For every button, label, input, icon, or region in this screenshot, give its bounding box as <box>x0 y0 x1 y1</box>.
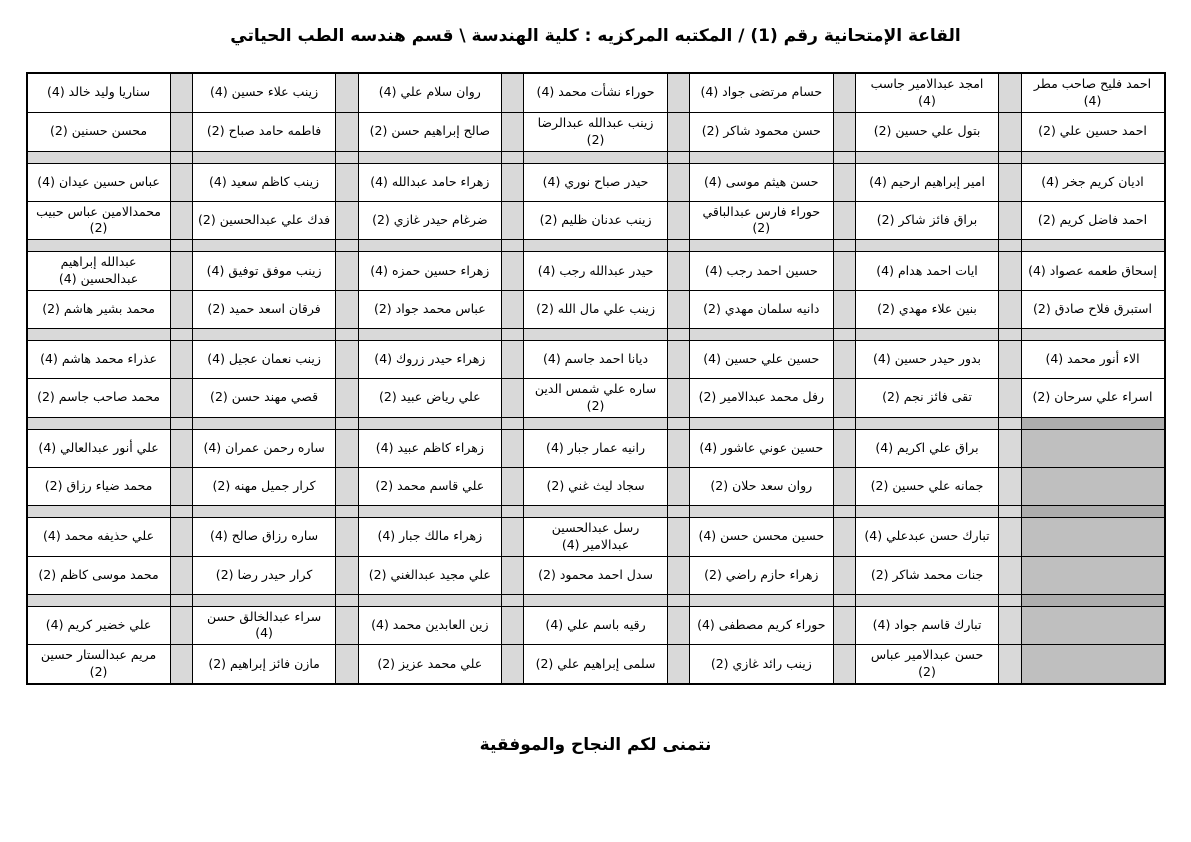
column-spacer <box>667 291 689 329</box>
seat-row <box>27 429 1165 467</box>
seat-row <box>27 467 1165 505</box>
row-spacer-cell <box>999 505 1021 517</box>
seat-row <box>27 252 1165 291</box>
seat-cell: تقى فائز نجم (2) <box>855 379 999 418</box>
column-spacer <box>502 429 524 467</box>
column-spacer <box>336 112 358 151</box>
row-spacer-cell <box>192 594 336 606</box>
seat-cell: حسين عوني عاشور (4) <box>690 429 834 467</box>
column-spacer <box>336 556 358 594</box>
row-spacer-cell <box>27 505 171 517</box>
column-spacer <box>667 429 689 467</box>
row-spacer-cell <box>855 151 999 163</box>
seat-cell: فاطمه حامد صباح (2) <box>192 112 336 151</box>
row-spacer-cell <box>192 505 336 517</box>
row-spacer-cell <box>524 329 668 341</box>
footer-message: نتمنى لكم النجاح والموفقية <box>479 735 712 755</box>
seat-row <box>27 379 1165 418</box>
row-spacer-cell <box>524 417 668 429</box>
column-spacer <box>502 201 524 240</box>
column-spacer <box>667 606 689 645</box>
column-spacer <box>999 73 1021 112</box>
seat-cell: محمد ضياء رزاق (2) <box>27 467 171 505</box>
column-spacer <box>170 379 192 418</box>
seat-cell: كرار جميل مهنه (2) <box>192 467 336 505</box>
column-spacer <box>999 163 1021 201</box>
row-spacer <box>27 151 1165 163</box>
row-spacer <box>27 417 1165 429</box>
column-spacer <box>999 556 1021 594</box>
row-spacer-cell <box>667 240 689 252</box>
seat-cell: زهراء حامد عبدالله (4) <box>358 163 502 201</box>
column-spacer <box>667 645 689 684</box>
column-spacer <box>336 163 358 201</box>
seat-cell: قصي مهند حسن (2) <box>192 379 336 418</box>
row-spacer-cell <box>336 329 358 341</box>
column-spacer <box>170 429 192 467</box>
seat-cell: زينب علاء حسين (4) <box>192 73 336 112</box>
row-spacer-cell <box>27 417 171 429</box>
seat-cell: عباس حسين عيدان (4) <box>27 163 171 201</box>
row-spacer-cell <box>1021 329 1165 341</box>
seat-cell: زينب كاظم سعيد (4) <box>192 163 336 201</box>
row-spacer-cell <box>690 240 834 252</box>
seat-cell: براق فائز شاكر (2) <box>855 201 999 240</box>
column-spacer <box>502 341 524 379</box>
column-spacer <box>667 341 689 379</box>
row-spacer <box>27 594 1165 606</box>
seat-cell: علي محمد عزيز (2) <box>358 645 502 684</box>
row-spacer-cell <box>855 594 999 606</box>
seat-cell: بدور حيدر حسين (4) <box>855 341 999 379</box>
column-spacer <box>667 201 689 240</box>
row-spacer-cell <box>690 151 834 163</box>
row-spacer-cell <box>336 417 358 429</box>
column-spacer <box>833 517 855 556</box>
seat-row <box>27 341 1165 379</box>
seat-cell: حسن عبدالامير عباس (2) <box>855 645 999 684</box>
row-spacer-cell <box>690 594 834 606</box>
seat-cell: ديانا احمد جاسم (4) <box>524 341 668 379</box>
column-spacer <box>999 379 1021 418</box>
seat-cell: محمدالامين عباس حبيب (2) <box>27 201 171 240</box>
empty-seat-cell <box>1021 556 1165 594</box>
row-spacer-cell <box>27 151 171 163</box>
seat-cell: بتول علي حسين (2) <box>855 112 999 151</box>
seat-cell: حوراء كريم مصطفى (4) <box>690 606 834 645</box>
seat-cell: براق علي اكريم (4) <box>855 429 999 467</box>
seat-cell: بنين علاء مهدي (2) <box>855 291 999 329</box>
row-spacer-cell <box>667 594 689 606</box>
column-spacer <box>833 252 855 291</box>
seat-cell: حسين احمد رجب (4) <box>690 252 834 291</box>
seating-table <box>26 72 1166 685</box>
seat-cell: سدل احمد محمود (2) <box>524 556 668 594</box>
seat-cell: ضرغام حيدر غازي (2) <box>358 201 502 240</box>
seat-cell: سجاد ليث غني (2) <box>524 467 668 505</box>
row-spacer-cell <box>358 505 502 517</box>
seat-cell: محمد صاحب جاسم (2) <box>27 379 171 418</box>
seat-cell: حسام مرتضى جواد (4) <box>690 73 834 112</box>
row-spacer-cell <box>524 594 668 606</box>
seat-cell: حيدر صباح نوري (4) <box>524 163 668 201</box>
row-spacer-cell <box>170 594 192 606</box>
seat-cell: علي خضير كريم (4) <box>27 606 171 645</box>
row-spacer-cell <box>855 240 999 252</box>
column-spacer <box>336 252 358 291</box>
seat-cell: زينب نعمان عجيل (4) <box>192 341 336 379</box>
column-spacer <box>667 467 689 505</box>
row-spacer-cell <box>358 417 502 429</box>
row-spacer-cell <box>192 417 336 429</box>
column-spacer <box>170 645 192 684</box>
row-spacer-cell <box>833 240 855 252</box>
column-spacer <box>833 606 855 645</box>
seat-cell: احمد فاضل كريم (2) <box>1021 201 1165 240</box>
row-spacer-cell <box>667 329 689 341</box>
seat-cell: حسين علي حسين (4) <box>690 341 834 379</box>
page-title: القاعة الإمتحانية رقم (1) / المكتبه المركزيه : كلية الهندسة \ قسم هندسه الطب الحياتي <box>230 26 961 46</box>
column-spacer <box>999 517 1021 556</box>
column-spacer <box>170 341 192 379</box>
seat-row <box>27 517 1165 556</box>
column-spacer <box>999 252 1021 291</box>
seat-cell: روان سلام علي (4) <box>358 73 502 112</box>
column-spacer <box>170 73 192 112</box>
row-spacer-cell <box>690 329 834 341</box>
row-spacer-cell <box>855 329 999 341</box>
column-spacer <box>502 73 524 112</box>
seat-cell: حوراء نشأت محمد (4) <box>524 73 668 112</box>
seat-cell: علي أنور عبدالعالي (4) <box>27 429 171 467</box>
seat-cell: علي مجيد عبدالغني (2) <box>358 556 502 594</box>
seat-cell: حسن محمود شاكر (2) <box>690 112 834 151</box>
seat-cell: تبارك قاسم جواد (4) <box>855 606 999 645</box>
column-spacer <box>336 73 358 112</box>
column-spacer <box>502 467 524 505</box>
seat-row <box>27 291 1165 329</box>
seat-cell: دانيه سلمان مهدي (2) <box>690 291 834 329</box>
row-spacer-cell <box>27 594 171 606</box>
row-spacer-cell <box>336 505 358 517</box>
seat-cell: سلمى إبراهيم علي (2) <box>524 645 668 684</box>
seat-cell: زينب عبدالله عبدالرضا (2) <box>524 112 668 151</box>
row-spacer-cell <box>170 151 192 163</box>
row-spacer-cell <box>27 240 171 252</box>
row-spacer-cell <box>170 417 192 429</box>
row-spacer-cell <box>336 151 358 163</box>
seat-cell: زهراء حازم راضي (2) <box>690 556 834 594</box>
column-spacer <box>833 429 855 467</box>
column-spacer <box>667 517 689 556</box>
column-spacer <box>170 252 192 291</box>
seat-row <box>27 645 1165 684</box>
column-spacer <box>999 112 1021 151</box>
column-spacer <box>170 201 192 240</box>
row-spacer-cell <box>1021 594 1165 606</box>
seat-cell: زهراء كاظم عبيد (4) <box>358 429 502 467</box>
seat-cell: عبدالله إبراهيم عبدالحسين (4) <box>27 252 171 291</box>
seat-cell: استبرق فلاح صادق (2) <box>1021 291 1165 329</box>
seat-cell: صالح إبراهيم حسن (2) <box>358 112 502 151</box>
row-spacer-cell <box>502 505 524 517</box>
empty-seat-cell <box>1021 517 1165 556</box>
seat-cell: سراء عبدالخالق حسن (4) <box>192 606 336 645</box>
row-spacer-cell <box>27 329 171 341</box>
column-spacer <box>336 645 358 684</box>
seat-cell: علي قاسم محمد (2) <box>358 467 502 505</box>
row-spacer-cell <box>690 505 834 517</box>
column-spacer <box>170 163 192 201</box>
seat-cell: حسن هيثم موسى (4) <box>690 163 834 201</box>
seat-cell: عذراء محمد هاشم (4) <box>27 341 171 379</box>
seat-cell: ايات احمد هدام (4) <box>855 252 999 291</box>
row-spacer-cell <box>667 417 689 429</box>
row-spacer-cell <box>999 594 1021 606</box>
seat-cell: محمد موسى كاظم (2) <box>27 556 171 594</box>
column-spacer <box>170 556 192 594</box>
row-spacer-cell <box>833 151 855 163</box>
empty-seat-cell <box>1021 429 1165 467</box>
row-spacer-cell <box>192 240 336 252</box>
seat-row <box>27 606 1165 645</box>
column-spacer <box>336 201 358 240</box>
seat-cell: سناريا وليد خالد (4) <box>27 73 171 112</box>
column-spacer <box>833 73 855 112</box>
seat-cell: جمانه علي حسين (2) <box>855 467 999 505</box>
column-spacer <box>999 606 1021 645</box>
seat-cell: علي حذيفه محمد (4) <box>27 517 171 556</box>
seat-cell: رقيه باسم علي (4) <box>524 606 668 645</box>
seat-cell: عباس محمد جواد (2) <box>358 291 502 329</box>
row-spacer-cell <box>502 240 524 252</box>
row-spacer-cell <box>1021 151 1165 163</box>
column-spacer <box>336 517 358 556</box>
column-spacer <box>336 606 358 645</box>
seat-row <box>27 112 1165 151</box>
column-spacer <box>999 467 1021 505</box>
column-spacer <box>502 163 524 201</box>
column-spacer <box>999 201 1021 240</box>
column-spacer <box>667 379 689 418</box>
column-spacer <box>502 291 524 329</box>
seat-cell: حسين محسن حسن (4) <box>690 517 834 556</box>
column-spacer <box>999 291 1021 329</box>
seat-cell: اديان كريم جخر (4) <box>1021 163 1165 201</box>
seat-cell: علي رياض عبيد (2) <box>358 379 502 418</box>
row-spacer-cell <box>833 505 855 517</box>
row-spacer-cell <box>336 594 358 606</box>
seat-cell: زينب رائد غازي (2) <box>690 645 834 684</box>
row-spacer-cell <box>358 240 502 252</box>
seat-row <box>27 163 1165 201</box>
row-spacer <box>27 329 1165 341</box>
row-spacer-cell <box>999 151 1021 163</box>
seat-cell: حيدر عبدالله رجب (4) <box>524 252 668 291</box>
column-spacer <box>502 112 524 151</box>
seat-cell: مريم عبدالستار حسين (2) <box>27 645 171 684</box>
seat-cell: محسن حسنين (2) <box>27 112 171 151</box>
column-spacer <box>833 379 855 418</box>
column-spacer <box>667 112 689 151</box>
seat-row <box>27 73 1165 112</box>
seat-cell: إسحاق طعمه عصواد (4) <box>1021 252 1165 291</box>
column-spacer <box>999 645 1021 684</box>
row-spacer-cell <box>358 594 502 606</box>
column-spacer <box>502 379 524 418</box>
row-spacer-cell <box>358 329 502 341</box>
column-spacer <box>502 517 524 556</box>
seat-cell: احمد حسين علي (2) <box>1021 112 1165 151</box>
row-spacer-cell <box>192 329 336 341</box>
seat-cell: روان سعد حلان (2) <box>690 467 834 505</box>
seat-row <box>27 556 1165 594</box>
row-spacer-cell <box>999 240 1021 252</box>
row-spacer-cell <box>855 417 999 429</box>
seat-cell: احمد فليح صاحب مطر (4) <box>1021 73 1165 112</box>
row-spacer-cell <box>1021 417 1165 429</box>
column-spacer <box>170 291 192 329</box>
seat-cell: الاء أنور محمد (4) <box>1021 341 1165 379</box>
column-spacer <box>667 556 689 594</box>
column-spacer <box>336 429 358 467</box>
row-spacer-cell <box>524 240 668 252</box>
row-spacer-cell <box>833 329 855 341</box>
column-spacer <box>336 291 358 329</box>
row-spacer-cell <box>833 594 855 606</box>
row-spacer-cell <box>502 594 524 606</box>
seat-cell: كرار حيدر رضا (2) <box>192 556 336 594</box>
column-spacer <box>170 467 192 505</box>
column-spacer <box>336 467 358 505</box>
seat-cell: اسراء علي سرحان (2) <box>1021 379 1165 418</box>
row-spacer-cell <box>667 505 689 517</box>
seat-cell: رسل عبدالحسين عبدالامير (4) <box>524 517 668 556</box>
column-spacer <box>999 429 1021 467</box>
row-spacer <box>27 240 1165 252</box>
column-spacer <box>833 341 855 379</box>
row-spacer-cell <box>358 151 502 163</box>
row-spacer-cell <box>524 151 668 163</box>
seat-cell: امجد عبدالامير جاسب (4) <box>855 73 999 112</box>
column-spacer <box>833 112 855 151</box>
seat-cell: زهراء مالك جبار (4) <box>358 517 502 556</box>
empty-seat-cell <box>1021 606 1165 645</box>
column-spacer <box>833 645 855 684</box>
column-spacer <box>502 556 524 594</box>
column-spacer <box>502 645 524 684</box>
seat-cell: ساره رحمن عمران (4) <box>192 429 336 467</box>
row-spacer-cell <box>1021 240 1165 252</box>
row-spacer-cell <box>192 151 336 163</box>
empty-seat-cell <box>1021 645 1165 684</box>
seat-cell: رفل محمد عبدالامير (2) <box>690 379 834 418</box>
row-spacer-cell <box>524 505 668 517</box>
row-spacer-cell <box>336 240 358 252</box>
column-spacer <box>502 252 524 291</box>
column-spacer <box>667 163 689 201</box>
row-spacer-cell <box>170 329 192 341</box>
row-spacer-cell <box>999 417 1021 429</box>
seat-cell: زينب موفق توفيق (4) <box>192 252 336 291</box>
seat-cell: زين العابدين محمد (4) <box>358 606 502 645</box>
column-spacer <box>170 517 192 556</box>
column-spacer <box>999 341 1021 379</box>
row-spacer <box>27 505 1165 517</box>
seat-cell: فرقان اسعد حميد (2) <box>192 291 336 329</box>
column-spacer <box>170 606 192 645</box>
seat-cell: جنات محمد شاكر (2) <box>855 556 999 594</box>
seat-cell: محمد بشير هاشم (2) <box>27 291 171 329</box>
column-spacer <box>502 606 524 645</box>
row-spacer-cell <box>502 329 524 341</box>
seat-cell: زينب علي مال الله (2) <box>524 291 668 329</box>
column-spacer <box>833 556 855 594</box>
seat-cell: حوراء فارس عبدالباقي (2) <box>690 201 834 240</box>
column-spacer <box>833 163 855 201</box>
seat-cell: مازن فائز إبراهيم (2) <box>192 645 336 684</box>
column-spacer <box>170 112 192 151</box>
column-spacer <box>833 201 855 240</box>
seat-cell: ساره رزاق صالح (4) <box>192 517 336 556</box>
column-spacer <box>833 467 855 505</box>
column-spacer <box>336 341 358 379</box>
seat-cell: رانيه عمار جبار (4) <box>524 429 668 467</box>
seat-cell: امير إبراهيم ارحيم (4) <box>855 163 999 201</box>
seat-row <box>27 201 1165 240</box>
row-spacer-cell <box>833 417 855 429</box>
row-spacer-cell <box>502 151 524 163</box>
seat-cell: تبارك حسن عبدعلي (4) <box>855 517 999 556</box>
row-spacer-cell <box>999 329 1021 341</box>
column-spacer <box>336 379 358 418</box>
row-spacer-cell <box>1021 505 1165 517</box>
empty-seat-cell <box>1021 467 1165 505</box>
column-spacer <box>667 73 689 112</box>
seat-cell: زينب عدنان ظليم (2) <box>524 201 668 240</box>
row-spacer-cell <box>170 505 192 517</box>
column-spacer <box>667 252 689 291</box>
seat-cell: فدك علي عبدالحسين (2) <box>192 201 336 240</box>
column-spacer <box>833 291 855 329</box>
seat-cell: ساره علي شمس الدين (2) <box>524 379 668 418</box>
seat-cell: زهراء حيدر زروك (4) <box>358 341 502 379</box>
row-spacer-cell <box>667 151 689 163</box>
row-spacer-cell <box>170 240 192 252</box>
seat-cell: زهراء حسين حمزه (4) <box>358 252 502 291</box>
row-spacer-cell <box>502 417 524 429</box>
row-spacer-cell <box>855 505 999 517</box>
row-spacer-cell <box>690 417 834 429</box>
